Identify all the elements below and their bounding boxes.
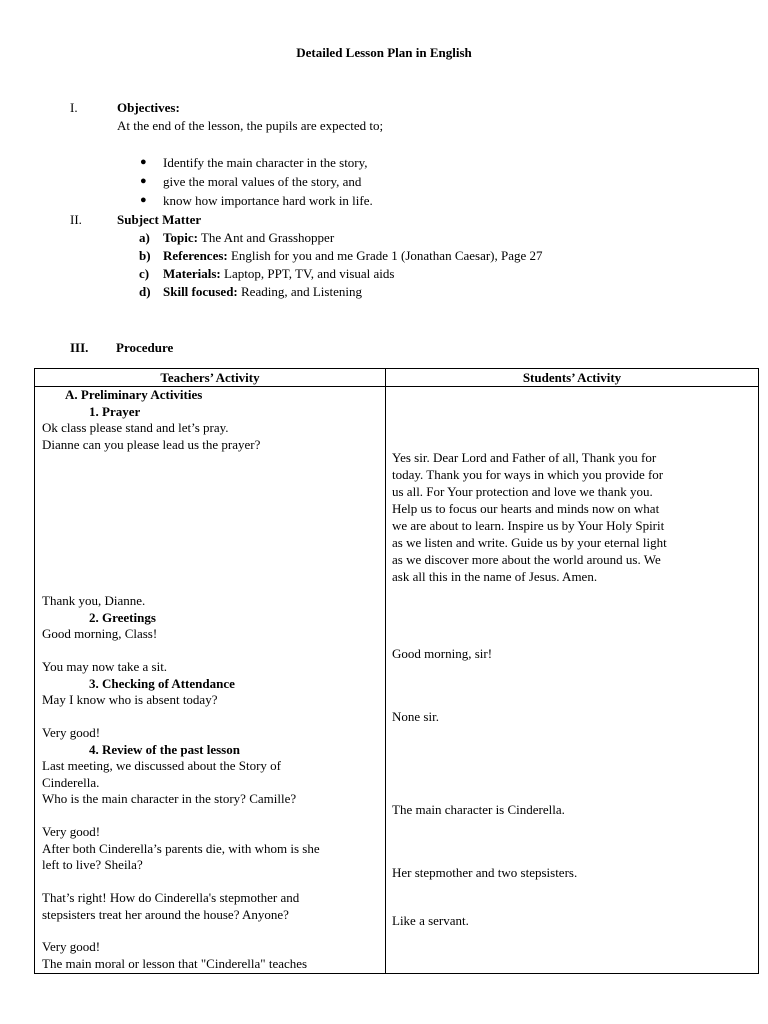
student-line: Good morning, sir! [392,646,493,661]
objective-bullet: give the moral values of the story, and [163,174,362,189]
activity-table [34,368,759,974]
teacher-line: The main moral or lesson that "Cinderella" teaches [42,956,308,971]
subject-item-topic [163,231,334,244]
subject-item-letter: d) [139,284,151,299]
student-line: ask all this in the name of Jesus. Amen. [392,569,598,584]
teacher-line: Last meeting, we discussed about the Story of [42,758,282,773]
subject-item-label: Materials: [163,266,221,281]
subject-item-letter: c) [139,266,150,281]
table-divider [385,369,386,973]
subject-item-value: The Ant and Grasshopper [197,230,335,245]
student-line: as we listen and write. Guide us by your eternal light [392,535,667,550]
teacher-column-header: Teachers’ Activity [160,370,260,385]
student-line: Like a servant. [392,913,469,928]
student-line: as we discover more about the world around us. We [392,552,661,567]
objective-bullet: know how importance hard work in life. [163,193,373,208]
subject-item-references [163,249,543,262]
teacher-line: Good morning, Class! [42,626,158,641]
teacher-line: 3. Checking of Attendance [89,676,235,691]
subject-item-value: English for you and me Grade 1 (Jonathan Caesar), Page 27 [227,248,543,263]
student-line: us all. For Your protection and love we thank you. [392,484,653,499]
teacher-line: left to live? Sheila? [42,857,143,872]
bullet-icon: ● [140,194,147,206]
teacher-line: Ok class please stand and let’s pray. [42,420,229,435]
teacher-line: May I know who is absent today? [42,692,218,707]
student-line: None sir. [392,709,439,724]
teacher-line: stepsisters treat her around the house? Anyone? [42,907,289,922]
objective-bullet: Identify the main character in the story, [163,155,368,170]
teacher-line: Thank you, Dianne. [42,593,146,608]
teacher-line: A. Preliminary Activities [65,387,203,402]
student-line: today. Thank you for ways in which you provide for [392,467,664,482]
teacher-line: Very good! [42,824,101,839]
subject-item-skill [163,285,362,298]
subject-item-value: Reading, and Listening [237,284,362,299]
student-line: The main character is Cinderella. [392,802,565,817]
subject-matter-number: II. [70,212,82,227]
subject-item-label: References: [163,248,228,263]
teacher-line: 2. Greetings [89,610,156,625]
teacher-line: You may now take a sit. [42,659,168,674]
student-line: we are about to learn. Inspire us by Your Holy Spirit [392,518,665,533]
teacher-line: Very good! [42,939,101,954]
teacher-line: 4. Review of the past lesson [89,742,240,757]
page-title: Detailed Lesson Plan in English [296,45,472,60]
subject-item-letter: b) [139,248,151,263]
teacher-line: Who is the main character in the story? Camille? [42,791,297,806]
teacher-line: 1. Prayer [89,404,141,419]
objectives-intro: At the end of the lesson, the pupils are expected to; [117,118,384,133]
bullet-icon: ● [140,175,147,187]
teacher-line: Very good! [42,725,101,740]
subject-item-value: Laptop, PPT, TV, and visual aids [220,266,395,281]
student-column-header: Students’ Activity [522,370,622,385]
subject-item-label: Skill focused: [163,284,238,299]
subject-item-label: Topic: [163,230,198,245]
bullet-icon: ● [140,156,147,168]
subject-item-materials [163,267,394,280]
procedure-heading: Procedure [116,340,174,355]
teacher-line: After both Cinderella’s parents die, with whom is she [42,841,320,856]
teacher-line: Cinderella. [42,775,100,790]
teacher-line: Dianne can you please lead us the prayer? [42,437,261,452]
teacher-line: That’s right! How do Cinderella's stepmother and [42,890,300,905]
student-line: Help us to focus our hearts and minds now on what [392,501,660,516]
subject-matter-heading: Subject Matter [117,212,202,227]
objectives-number: I. [70,100,78,115]
student-line: Her stepmother and two stepsisters. [392,865,578,880]
objectives-heading: Objectives: [117,100,180,115]
student-line: Yes sir. Dear Lord and Father of all, Thank you for [392,450,657,465]
subject-item-letter: a) [139,230,150,245]
procedure-number: III. [70,340,89,355]
